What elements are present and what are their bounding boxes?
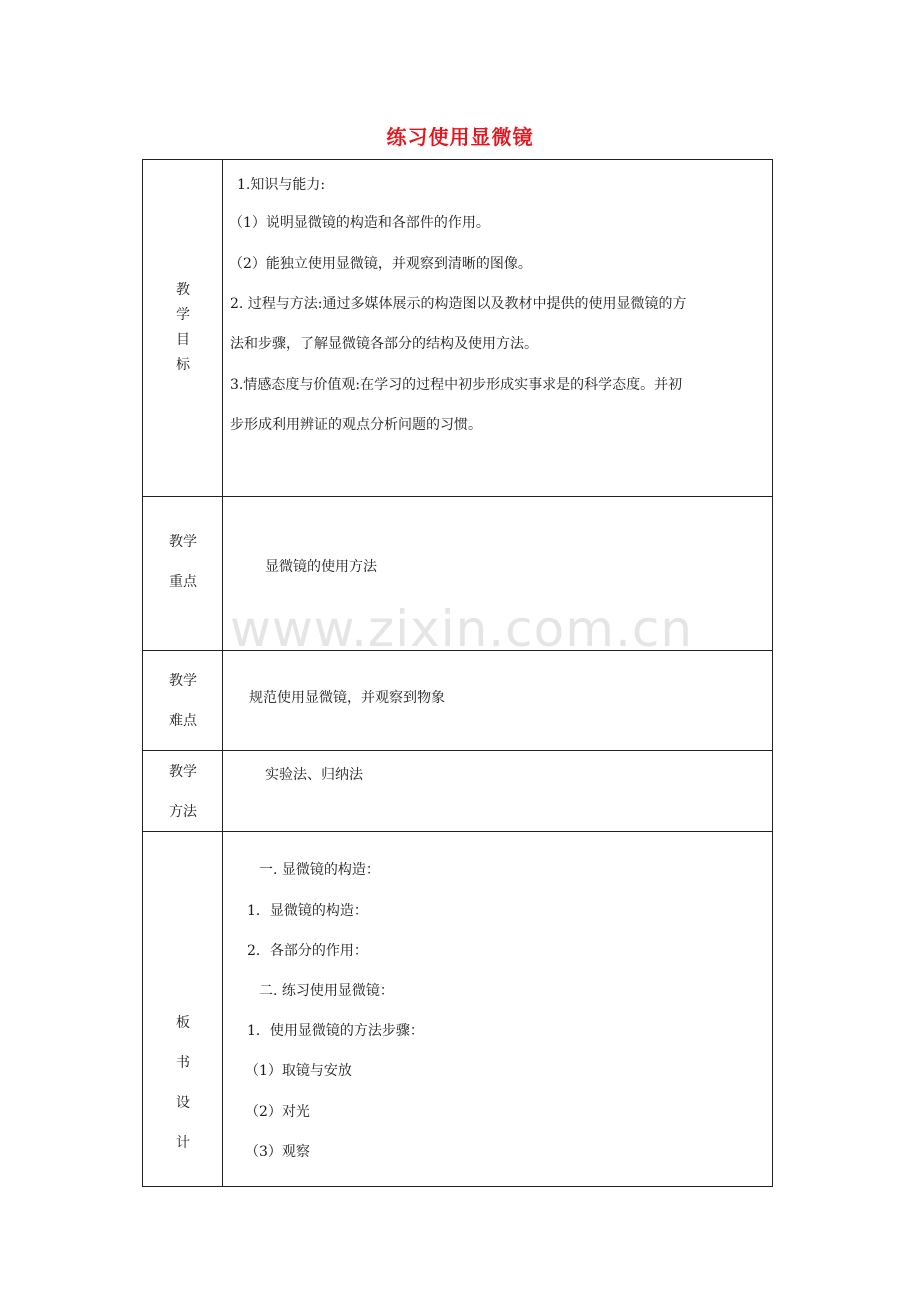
objectives-line: （2）能独立使用显微镜，并观察到清晰的图像。 [229, 256, 532, 272]
watermark: www.zixin.com.cn [230, 600, 694, 658]
key-points-label-line: 教学 [169, 534, 197, 550]
board-design-line: 2．各部分的作用： [247, 943, 368, 959]
board-design-label-char: 书 [176, 1055, 190, 1071]
board-design-line: （1）取镜与安放 [245, 1063, 352, 1079]
board-design-label-char: 板 [176, 1015, 190, 1031]
difficulties-label [143, 651, 223, 751]
board-design-label [143, 832, 223, 1187]
methods-label [143, 751, 223, 832]
objectives-label-char: 学 [176, 307, 190, 323]
board-design-line: 1．使用显微镜的方法步骤： [247, 1023, 424, 1039]
board-design-line: （3）观察 [245, 1144, 310, 1160]
board-design-line: 1．显微镜的构造： [247, 903, 368, 919]
methods-text: 实验法、归纳法 [265, 767, 363, 783]
board-design-label-char: 计 [176, 1135, 190, 1151]
objectives-label-char: 教 [176, 282, 190, 298]
methods-row [143, 751, 773, 832]
methods-label-line: 方法 [169, 804, 197, 820]
key-points-text: 显微镜的使用方法 [265, 559, 377, 575]
objectives-line: 1.知识与能力: [237, 177, 326, 193]
board-design-row [143, 832, 773, 1187]
board-design-line: （2）对光 [245, 1104, 310, 1120]
board-design-content [223, 832, 773, 1187]
methods-content [223, 751, 773, 832]
objectives-line: 法和步骤，了解显微镜各部分的结构及使用方法。 [230, 336, 538, 352]
board-design-line: 二. 练习使用显微镜： [259, 983, 394, 999]
methods-label-line: 教学 [169, 764, 197, 780]
board-design-label-char: 设 [176, 1095, 190, 1111]
document-title: 练习使用显微镜 [386, 125, 534, 149]
objectives-label-char: 标 [176, 357, 190, 373]
difficulties-label-line: 教学 [169, 673, 197, 689]
difficulties-row [143, 651, 773, 751]
objectives-label-char: 目 [176, 332, 190, 348]
key-points-label-line: 重点 [169, 574, 197, 590]
objectives-line: （1）说明显微镜的构造和各部件的作用。 [229, 215, 490, 231]
objectives-content [223, 160, 773, 497]
key-points-label [143, 497, 223, 651]
objectives-label [143, 160, 223, 497]
objectives-line: 步形成利用辨证的观点分析问题的习惯。 [230, 417, 482, 433]
difficulties-content [223, 651, 773, 751]
objectives-row [143, 160, 773, 497]
board-design-line: 一. 显微镜的构造： [259, 862, 380, 878]
objectives-line: 2. 过程与方法:通过多媒体展示的构造图以及教材中提供的使用显微镜的方 [230, 296, 687, 312]
objectives-line: 3.情感态度与价值观:在学习的过程中初步形成实事求是的科学态度。并初 [230, 377, 683, 393]
lesson-plan-table [142, 159, 773, 1187]
difficulties-text: 规范使用显微镜，并观察到物象 [249, 690, 445, 706]
difficulties-label-line: 难点 [169, 713, 197, 729]
